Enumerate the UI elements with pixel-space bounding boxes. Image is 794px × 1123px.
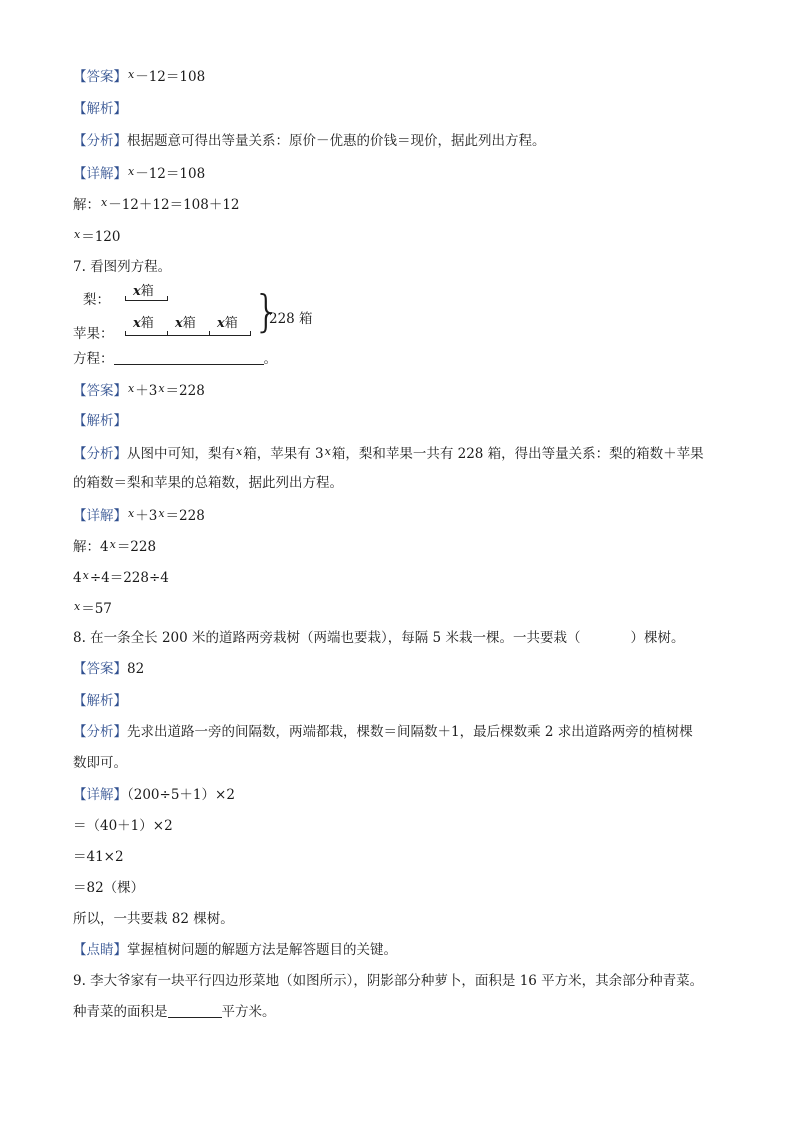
q7-step3 xyxy=(73,598,112,618)
q8-analysis-heading xyxy=(73,692,127,710)
variable-x: x xyxy=(74,228,81,241)
detail-text: ＋3 xyxy=(135,508,158,524)
variable-x: x xyxy=(158,507,165,520)
step-text: ＝120 xyxy=(81,229,121,245)
q9-line1 xyxy=(73,972,703,990)
dianjing-tag: 【点睛】 xyxy=(73,942,127,958)
detail-text: （200÷5＋1）×2 xyxy=(127,787,235,803)
unit-text: 箱 xyxy=(182,316,196,331)
detail-tag: 【详解】 xyxy=(73,166,127,182)
q9-line2 xyxy=(73,1003,276,1021)
q6-step1 xyxy=(73,194,240,214)
pear-tick-left xyxy=(125,296,126,301)
step-prefix: 解：4 xyxy=(73,539,109,555)
detail-text: －12＝108 xyxy=(135,166,206,182)
apple-tick-3 xyxy=(250,331,251,336)
total-label: 228 箱 xyxy=(269,311,313,327)
fenxi-text: 先求出道路一旁的间隔数，两端都栽，棵数＝间隔数＋1，最后棵数乘 2 求出道路两旁的植树棵 xyxy=(127,724,693,740)
pear-tick-right xyxy=(167,296,168,301)
q7-title xyxy=(73,258,171,276)
answer-tag: 【答案】 xyxy=(73,383,127,399)
step-text: ＝228 xyxy=(116,539,157,555)
analysis-tag: 【解析】 xyxy=(73,693,127,709)
analysis-tag: 【解析】 xyxy=(73,101,127,117)
question-text: 8. 在一条全长 200 米的道路两旁栽树（两端也要栽），每隔 5 米栽一棵。一共要栽（ xyxy=(73,630,581,646)
q8-conclusion xyxy=(73,910,234,928)
apple-tick-1 xyxy=(167,331,168,336)
apple-segment-label-2 xyxy=(175,312,196,331)
unit-text: 箱 xyxy=(224,316,238,331)
question-title: 7. 看图列方程。 xyxy=(73,259,172,275)
variable-x: x xyxy=(133,284,141,299)
variable-x: x xyxy=(128,165,135,178)
fenxi-tag: 【分析】 xyxy=(73,724,127,740)
step-text: ＝（40＋1）×2 xyxy=(73,818,173,834)
q8-step2 xyxy=(73,848,124,866)
variable-x: x xyxy=(109,538,116,551)
q7-answer xyxy=(73,380,205,400)
answer-tag: 【答案】 xyxy=(73,661,127,677)
unit-text: 箱 xyxy=(140,284,154,299)
analysis-tag: 【解析】 xyxy=(73,413,127,429)
period: 。 xyxy=(263,351,277,367)
unit-text: 箱 xyxy=(140,316,154,331)
variable-x: x xyxy=(82,569,89,582)
variable-x: x xyxy=(158,382,165,395)
apple-label: 苹果： xyxy=(73,326,114,342)
fenxi-text: 箱，梨和苹果一共有 228 箱，得出等量关系：梨的箱数＋苹果 xyxy=(331,446,704,462)
step-prefix: 解： xyxy=(73,197,100,213)
q8-fenxi-line1 xyxy=(73,723,693,741)
variable-x: x xyxy=(101,196,108,209)
answer-text: ＝228 xyxy=(165,383,205,399)
q8-fenxi-line2 xyxy=(73,754,127,772)
pear-segment-label xyxy=(133,280,154,299)
step-text: ＝82（棵） xyxy=(73,880,145,896)
q8-step3 xyxy=(73,879,144,897)
variable-x: x xyxy=(128,382,135,395)
fenxi-text: 从图中可知，梨有 xyxy=(127,446,235,462)
step-text: ＝57 xyxy=(81,601,112,617)
q7-segment-diagram xyxy=(73,280,333,342)
answer-text: －12＝108 xyxy=(135,69,206,85)
variable-x: x xyxy=(133,316,141,331)
variable-x: x xyxy=(74,600,81,613)
q7-fenxi-line2 xyxy=(73,474,343,492)
variable-x: x xyxy=(128,507,135,520)
q8-detail xyxy=(73,786,235,804)
answer-tag: 【答案】 xyxy=(73,69,127,85)
right-brace: } xyxy=(253,286,281,337)
q6-analysis-heading xyxy=(73,100,127,118)
variable-x: x xyxy=(324,445,331,458)
variable-x: x xyxy=(217,316,225,331)
answer-text: 82 xyxy=(127,661,145,677)
conclusion-text: 所以，一共要栽 82 棵树。 xyxy=(73,911,234,927)
step-text: ÷4＝228÷4 xyxy=(89,570,169,586)
variable-x: x xyxy=(236,445,243,458)
detail-tag: 【详解】 xyxy=(73,508,127,524)
q7-fenxi-line1 xyxy=(73,443,704,463)
q8-step1 xyxy=(73,817,173,835)
fenxi-tag: 【分析】 xyxy=(73,133,127,149)
fenxi-tag: 【分析】 xyxy=(73,446,127,462)
q7-step2 xyxy=(73,567,169,587)
question-text: 种青菜的面积是 xyxy=(73,1004,168,1020)
question-text: ）棵树。 xyxy=(630,630,685,646)
dianjing-text: 掌握植树问题的解题方法是解答题目的关键。 xyxy=(127,942,397,958)
question-text: 平方米。 xyxy=(221,1004,276,1020)
q8-title xyxy=(73,629,684,647)
apple-segment-label-3 xyxy=(217,312,238,331)
detail-text: ＝228 xyxy=(165,508,205,524)
answer-text: ＋3 xyxy=(135,383,158,399)
q7-detail xyxy=(73,505,205,525)
q7-step1 xyxy=(73,536,156,556)
step-prefix: 4 xyxy=(73,570,82,586)
apple-segment-label-1 xyxy=(133,312,154,331)
answer-blank[interactable] xyxy=(168,1003,222,1018)
q8-answer xyxy=(73,660,144,678)
equation-label: 方程： xyxy=(73,351,114,367)
q6-fenxi xyxy=(73,132,546,150)
fenxi-text: 数即可。 xyxy=(73,755,127,771)
q6-detail xyxy=(73,163,205,183)
q6-step2 xyxy=(73,226,121,246)
fenxi-text: 根据题意可得出等量关系：原价－优惠的价钱＝现价，据此列出方程。 xyxy=(127,133,546,149)
step-text: －12＋12＝108＋12 xyxy=(108,197,240,213)
fenxi-text: 的箱数＝梨和苹果的总箱数，据此列出方程。 xyxy=(73,475,343,491)
pear-bar xyxy=(125,300,168,301)
question-text: 9. 李大爷家有一块平行四边形菜地（如图所示），阴影部分种萝卜，面积是 16 平方米，其余部分种青菜。 xyxy=(73,973,704,989)
pear-label: 梨： xyxy=(83,292,110,308)
apple-bar xyxy=(125,335,251,336)
q8-dianjing xyxy=(73,941,397,959)
variable-x: x xyxy=(175,316,183,331)
detail-tag: 【详解】 xyxy=(73,787,127,803)
apple-tick-0 xyxy=(125,331,126,336)
q7-equation-prompt xyxy=(73,350,277,368)
q7-analysis-heading xyxy=(73,412,127,430)
equation-blank[interactable] xyxy=(114,350,264,365)
fenxi-text: 箱，苹果有 3 xyxy=(243,446,324,462)
variable-x: x xyxy=(128,68,135,81)
step-text: ＝41×2 xyxy=(73,849,124,865)
q6-answer xyxy=(73,66,205,86)
apple-tick-2 xyxy=(209,331,210,336)
